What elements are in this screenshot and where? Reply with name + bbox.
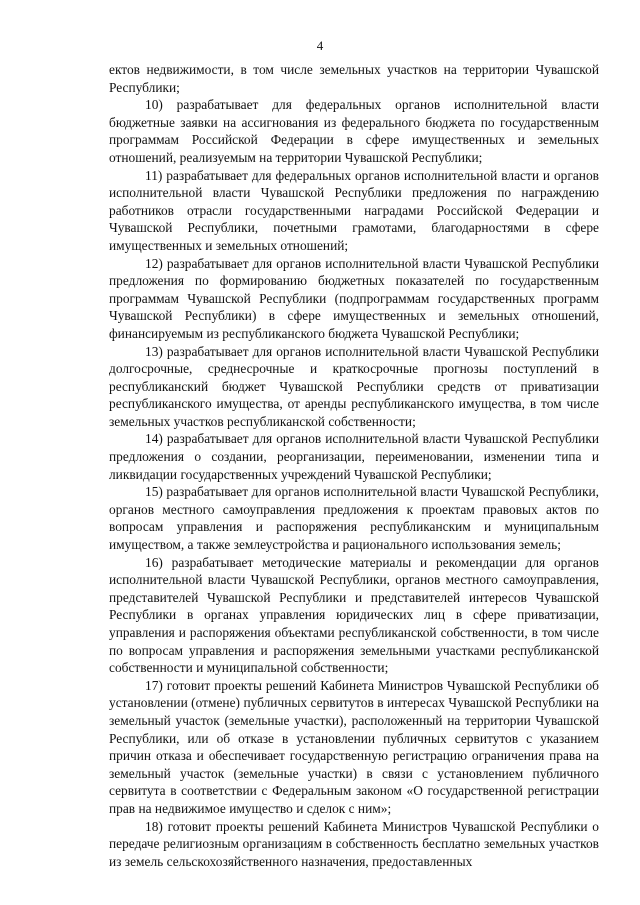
paragraph-continued: ектов недвижимости, в том числе земельных участков на территории Чувашской Республики; (109, 62, 599, 95)
paragraph-item-15: 15) разрабатывает для органов исполнительной власти Чувашской Республики, органов местного самоуправления предложения к проектам правовых актов по вопросам управления и распоряжения республиканским и муниципальным имуществом, а также землеустройства и рационального использования земель; (109, 484, 599, 553)
paragraph-item-12: 12) разрабатывает для органов исполнительной власти Чувашской Республики предложения по формированию бюджетных показателей по государственным программам Чувашской Республики (подпрограммам государственных программ Чувашской Республики) в сфере имущественных и земельных отношений, финансируемым из республиканского бюджета Чувашской Республики; (109, 255, 599, 341)
paragraph-item-10: 10) разрабатывает для федеральных органов исполнительной власти бюджетные заявки на ассигнования из федерального бюджета по государственным программам Российской Федерации в сфере имущественных и земельных отношений, реализуемым на территории Чувашской Республики; (109, 97, 599, 165)
page-number: 4 (316, 38, 324, 53)
document-body (109, 61, 599, 870)
paragraph-item-14: 14) разрабатывает для органов исполнительной власти Чувашской Республики предложения о создании, реорганизации, переименовании, изменении типа и ликвидации государственных учреждений Чувашской Республики; (109, 431, 599, 482)
paragraph-item-11: 11) разрабатывает для федеральных органов исполнительной власти и органов исполнительной власти Чувашской Республики предложения по награждению работников отрасли государственными наградами Российской Федерации и Чувашской Республики, почетными грамотами, благодарностями в сфере имущественных и земельных отношений; (109, 167, 599, 253)
paragraph-item-16: 16) разрабатывает методические материалы и рекомендации для органов исполнительной власти Чувашской Республики, органов местного самоуправления, представителей Чувашской Республики и представителей интересов Чувашской Республики в органах управления юридических лиц в сфере приватизации, управления и распоряжения объектами республиканской собственности, в том числе по вопросам управления и распоряжения земельными участками республиканской собственности и муниципальной собственности; (109, 554, 599, 676)
paragraph-item-17: 17) готовит проекты решений Кабинета Министров Чувашской Республики об установлении (отмене) публичных сервитутов в интересах Чувашской Республики на земельный участок (земельные участки), расположенный на территории Чувашской Республики, или об отказе в установлении публичных сервитутов с указанием причин отказа и обеспечивает государственную регистрацию ограничения права на земельный участок (земельные участки) в связи с установлением публичного сервитута в соответствии с Федеральным законом «О государственной регистрации прав на недвижимое имущество и сделок с ним»; (109, 677, 599, 816)
paragraph-item-13: 13) разрабатывает для органов исполнительной власти Чувашской Республики долгосрочные, среднесрочные и краткосрочные прогнозы поступлений в республиканский бюджет Чувашской Республики средств от приватизации республиканского имущества, от аренды республиканского имущества, в том числе земельных участков республиканской собственности; (109, 343, 599, 429)
paragraph-item-18: 18) готовит проекты решений Кабинета Министров Чувашской Республики о передаче религиозным организациям в собственность бесплатно земельных участков из земель сельскохозяйственного назначения, предоставленных (109, 818, 599, 869)
